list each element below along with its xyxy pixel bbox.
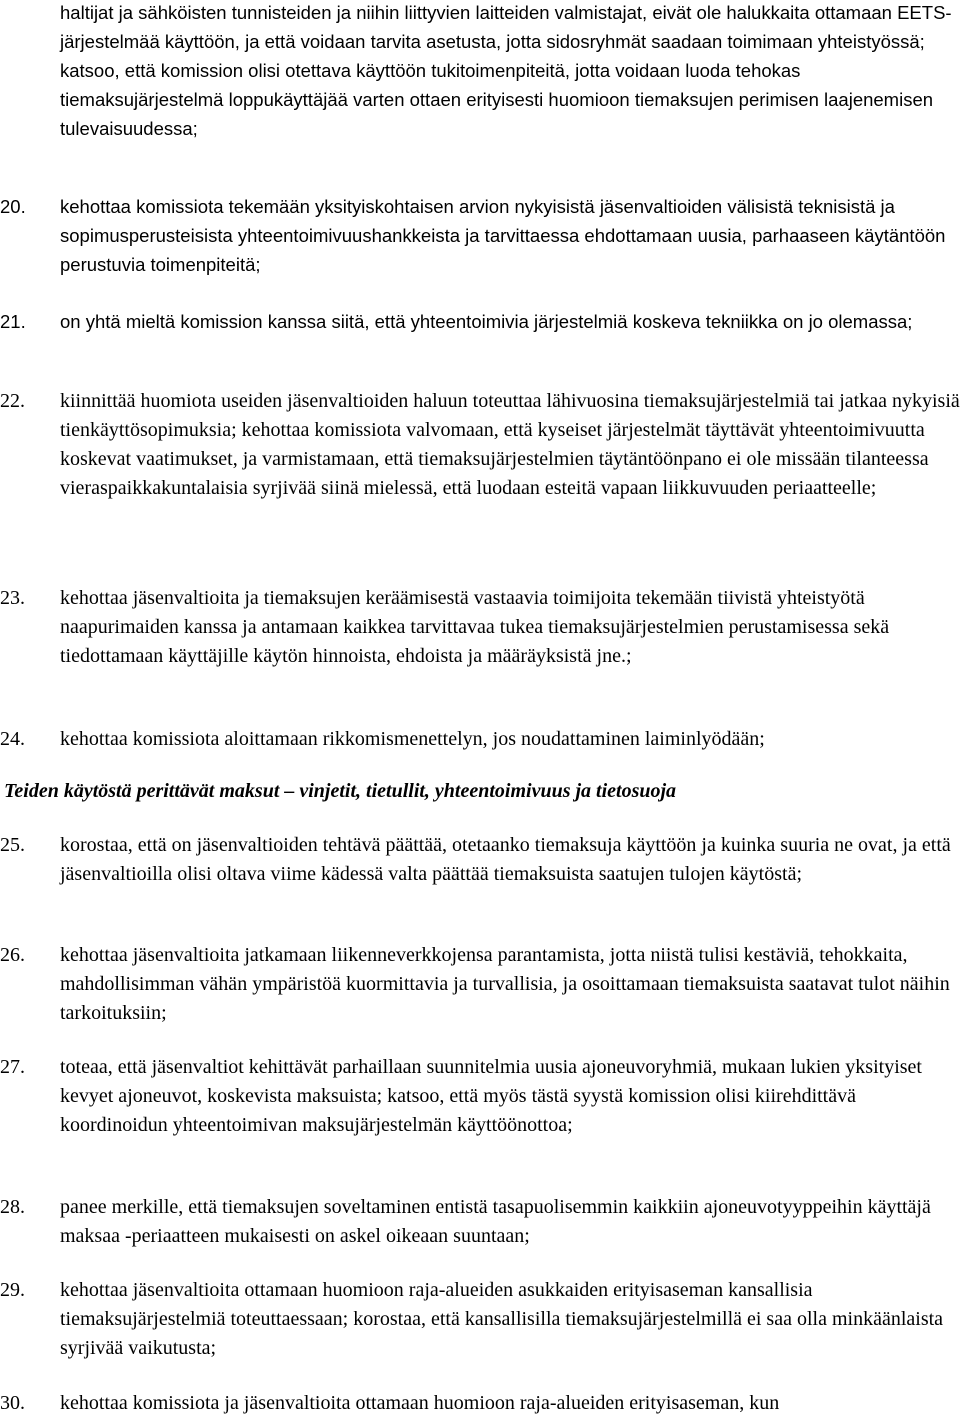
paragraph-text: kehottaa jäsenvaltioita jatkamaan liikenneverkkojensa parantamista, jotta niistä tulisi kestäviä, tehokkaita, mahdollisimman vähän ympäristöä kuormittavia ja turvallisia, ja osoittamaan tiemaksuista saatavat tulot näihin tarkoituksiin; bbox=[60, 944, 950, 1024]
paragraph-text: korostaa, että on jäsenvaltioiden tehtävä päättää, otetaanko tiemaksuja käyttöön ja kuinka suuria ne ovat, ja että jäsenvaltioilla olisi oltava viime kädessä valta päättää tiemaksuista saatujen tulojen käytöstä; bbox=[60, 834, 951, 885]
paragraph-text: kiinnittää huomiota useiden jäsenvaltioiden haluun toteuttaa lähivuosina tiemaksujärjestelmiä tai jatkaa nykyisiä tienkäyttösopimuksia; kehottaa komissiota valvomaan, että kyseiset järjestelmät täyttävät yhteentoimivuutta koskevat vaatimukset, ja varmistamaan, että tiemaksujärjestelmien täytäntöönpano ei ole missään tilanteessa vieraspaikkakuntalaisia syrjivää siinä mielessä, että luodaan esteitä vapaan liikkuvuuden periaatteelle; bbox=[60, 390, 960, 499]
paragraph-number: 22. bbox=[0, 390, 25, 412]
paragraph-28 bbox=[0, 1193, 960, 1251]
paragraph-20 bbox=[0, 192, 960, 279]
paragraph-number: 25. bbox=[0, 834, 25, 856]
paragraph-number: 28. bbox=[0, 1196, 25, 1218]
paragraph-number: 24. bbox=[0, 728, 25, 750]
paragraph-text: haltijat ja sähköisten tunnisteiden ja niihin liittyvien laitteiden valmistajat, eivät ole halukkaita ottamaan EETS-järjestelmää käyttöön, ja että voidaan tarvita asetusta, jotta sidosryhmät saadaan toimimaan yhteistyössä; katsoo, että komission olisi otettava käyttöön tukitoimenpiteitä, jotta voidaan luoda tehokas tiemaksujärjestelmä loppukäyttäjää varten ottaen erityisesti huomioon tiemaksujen perimisen laajenemisen tulevaisuudessa; bbox=[60, 2, 952, 139]
paragraph-number: 30. bbox=[0, 1392, 25, 1414]
paragraph-23 bbox=[0, 584, 960, 671]
paragraph-text: kehottaa jäsenvaltioita ottamaan huomioon raja-alueiden asukkaiden erityisaseman kansallisia tiemaksujärjestelmiä toteuttaessaan; korostaa, että kansallisilla tiemaksujärjestelmillä ei saa olla minkäänlaista syrjivää vaikutusta; bbox=[60, 1279, 944, 1359]
paragraph-21 bbox=[0, 307, 960, 336]
paragraph-number: 27. bbox=[0, 1056, 25, 1078]
paragraph-24 bbox=[0, 725, 960, 754]
paragraph-27 bbox=[0, 1053, 960, 1140]
paragraph-text: kehottaa komissiota ja jäsenvaltioita ottamaan huomioon raja-alueiden erityisaseman, kun bbox=[60, 1392, 780, 1414]
section-heading: Teiden käytöstä perittävät maksut – vinjetit, tietullit, yhteentoimivuus ja tietosuoja bbox=[4, 780, 677, 802]
paragraph-26 bbox=[0, 941, 960, 1028]
paragraph-text: kehottaa jäsenvaltioita ja tiemaksujen keräämisestä vastaavia toimijoita tekemään tiivistä yhteistyötä naapurimaiden kanssa ja antamaan kaikkea tarvittavaa tukea tiemaksujärjestelmien perustamisessa sekä tiedottamaan käyttäjille käytön hinnoista, ehdoista ja määräyksistä jne.; bbox=[60, 587, 890, 667]
paragraph-number: 20. bbox=[0, 196, 26, 217]
paragraph-number: 29. bbox=[0, 1279, 25, 1301]
paragraph-25 bbox=[0, 831, 960, 889]
paragraph-text: kehottaa komissiota aloittamaan rikkomismenettelyn, jos noudattaminen laiminlyödään; bbox=[60, 728, 765, 750]
paragraph-30 bbox=[0, 1389, 960, 1415]
paragraph-number: 26. bbox=[0, 944, 25, 966]
intro-paragraph bbox=[0, 0, 960, 143]
paragraph-number: 23. bbox=[0, 587, 25, 609]
paragraph-text: toteaa, että jäsenvaltiot kehittävät parhaillaan suunnitelmia uusia ajoneuvoryhmiä, mukaan lukien yksityiset kevyet ajoneuvot, koskevista maksuista; katsoo, että myös tästä syystä komission olisi kiirehdittävä koordinoidun yhteentoimivan maksujärjestelmän käyttöönottoa; bbox=[60, 1056, 922, 1136]
paragraph-number: 21. bbox=[0, 311, 26, 332]
paragraph-text: kehottaa komissiota tekemään yksityiskohtaisen arvion nykyisistä jäsenvaltioiden välisistä teknisistä ja sopimusperusteisista yhteentoimivuushankkeista ja tarvittaessa ehdottamaan uusia, parhaaseen käytäntöön perustuvia toimenpiteitä; bbox=[60, 196, 946, 275]
paragraph-29 bbox=[0, 1276, 960, 1363]
paragraph-text: panee merkille, että tiemaksujen soveltaminen entistä tasapuolisemmin kaikkiin ajoneuvotyyppeihin käyttäjä maksaa -periaatteen mukaisesti on askel oikeaan suuntaan; bbox=[60, 1196, 931, 1247]
paragraph-22 bbox=[0, 387, 960, 503]
paragraph-text: on yhtä mieltä komission kanssa siitä, että yhteentoimivia järjestelmiä koskeva tekniikka on jo olemassa; bbox=[60, 311, 913, 332]
